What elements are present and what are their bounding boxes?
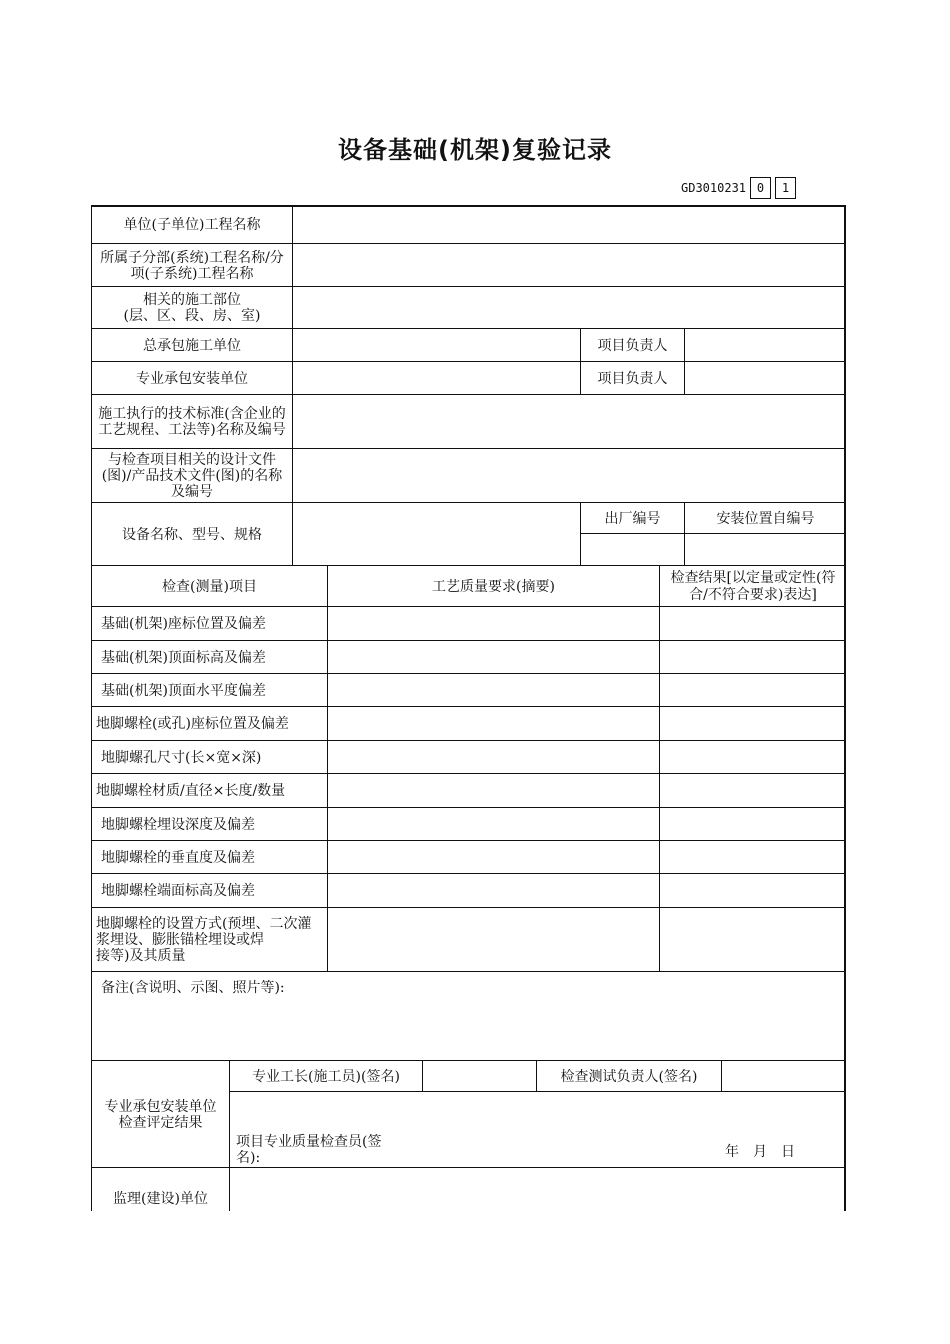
- standard-label: 施工执行的技术标准(含企业的工艺规程、工法等)名称及编号: [91, 394, 292, 449]
- general-contractor-field[interactable]: [292, 328, 580, 362]
- check-requirement-field[interactable]: [327, 873, 659, 908]
- check-result-field[interactable]: [659, 773, 846, 808]
- unit-name-field[interactable]: [292, 205, 846, 244]
- check-item-label: 地脚螺栓材质/直径×长度/数量: [91, 773, 327, 808]
- equipment-label: 设备名称、型号、规格: [91, 502, 292, 566]
- install-no-field[interactable]: [684, 533, 846, 566]
- factory-no-field[interactable]: [580, 533, 684, 566]
- equipment-field[interactable]: [292, 502, 580, 566]
- foreman-signature-field[interactable]: [422, 1060, 536, 1092]
- check-item-label: 地脚螺栓的垂直度及偏差: [91, 840, 327, 874]
- date-label: 年 月 日: [725, 1144, 795, 1160]
- remarks-label: 备注(含说明、示图、照片等):: [101, 980, 285, 996]
- record-form: [91, 205, 846, 1211]
- install-no-label: 安装位置自编号: [684, 502, 846, 534]
- standard-field[interactable]: [292, 394, 846, 449]
- check-item-label: 地脚螺孔尺寸(长×宽×深): [91, 740, 327, 774]
- unit-name-label: 单位(子单位)工程名称: [91, 205, 292, 244]
- check-requirement-field[interactable]: [327, 807, 659, 841]
- foreman-label: 专业工长(施工员)(签名): [229, 1060, 422, 1092]
- form-code-box-1: 0: [750, 177, 771, 199]
- check-result-field[interactable]: [659, 907, 846, 972]
- check-requirement-field[interactable]: [327, 673, 659, 707]
- header-item: 检查(测量)项目: [91, 565, 327, 607]
- check-requirement-field[interactable]: [327, 640, 659, 674]
- form-code: [681, 177, 796, 199]
- check-requirement-field[interactable]: [327, 840, 659, 874]
- sub-division-field[interactable]: [292, 243, 846, 287]
- sub-contractor-label: 专业承包安装单位: [91, 361, 292, 395]
- page-title: 设备基础(机架)复验记录: [338, 136, 612, 164]
- check-item-label: 基础(机架)座标位置及偏差: [91, 606, 327, 641]
- supervisor-label: 监理(建设)单位: [91, 1167, 229, 1211]
- inspector-label: 项目专业质量检查员(签 名):: [236, 1134, 382, 1166]
- check-result-field[interactable]: [659, 873, 846, 908]
- check-result-field[interactable]: [659, 807, 846, 841]
- check-item-label: 基础(机架)顶面标高及偏差: [91, 640, 327, 674]
- header-requirement: 工艺质量要求(摘要): [327, 565, 659, 607]
- sub-unit-label: 专业承包安装单位 检查评定结果: [91, 1060, 229, 1168]
- design-docs-label: 与检查项目相关的设计文件(图)/产品技术文件(图)的名称及编号: [91, 448, 292, 503]
- check-requirement-field[interactable]: [327, 606, 659, 641]
- location-label: 相关的施工部位 (层、区、段、房、室): [91, 286, 292, 329]
- check-requirement-field[interactable]: [327, 773, 659, 808]
- form-code-box-2: 1: [775, 177, 796, 199]
- check-item-label: 基础(机架)顶面水平度偏差: [91, 673, 327, 707]
- check-requirement-field[interactable]: [327, 907, 659, 972]
- test-leader-label: 检查测试负责人(签名): [536, 1060, 721, 1092]
- check-result-field[interactable]: [659, 673, 846, 707]
- location-field[interactable]: [292, 286, 846, 329]
- project-leader-2-label: 项目负责人: [580, 361, 684, 395]
- check-result-field[interactable]: [659, 706, 846, 741]
- sub-contractor-field[interactable]: [292, 361, 580, 395]
- check-item-label: 地脚螺栓的设置方式(预埋、二次灌浆埋设、膨胀锚栓埋设或焊 接等)及其质量: [91, 907, 327, 972]
- header-result: 检查结果[以定量或定性(符合/不符合要求)表达]: [659, 565, 846, 607]
- check-item-label: 地脚螺栓(或孔)座标位置及偏差: [91, 706, 327, 741]
- sub-division-label: 所属子分部(系统)工程名称/分项(子系统)工程名称: [91, 243, 292, 287]
- project-leader-2-field[interactable]: [684, 361, 846, 395]
- check-result-field[interactable]: [659, 640, 846, 674]
- check-result-field[interactable]: [659, 840, 846, 874]
- test-leader-signature-field[interactable]: [721, 1060, 846, 1092]
- check-item-label: 地脚螺栓埋设深度及偏差: [91, 807, 327, 841]
- check-requirement-field[interactable]: [327, 740, 659, 774]
- supervisor-field[interactable]: [229, 1167, 846, 1211]
- form-code-prefix: GD3010231: [681, 181, 747, 195]
- general-contractor-label: 总承包施工单位: [91, 328, 292, 362]
- check-result-field[interactable]: [659, 740, 846, 774]
- project-leader-label: 项目负责人: [580, 328, 684, 362]
- factory-no-label: 出厂编号: [580, 502, 684, 534]
- project-leader-field[interactable]: [684, 328, 846, 362]
- design-docs-field[interactable]: [292, 448, 846, 503]
- check-result-field[interactable]: [659, 606, 846, 641]
- check-requirement-field[interactable]: [327, 706, 659, 741]
- check-item-label: 地脚螺栓端面标高及偏差: [91, 873, 327, 908]
- remarks-field[interactable]: [91, 971, 846, 1061]
